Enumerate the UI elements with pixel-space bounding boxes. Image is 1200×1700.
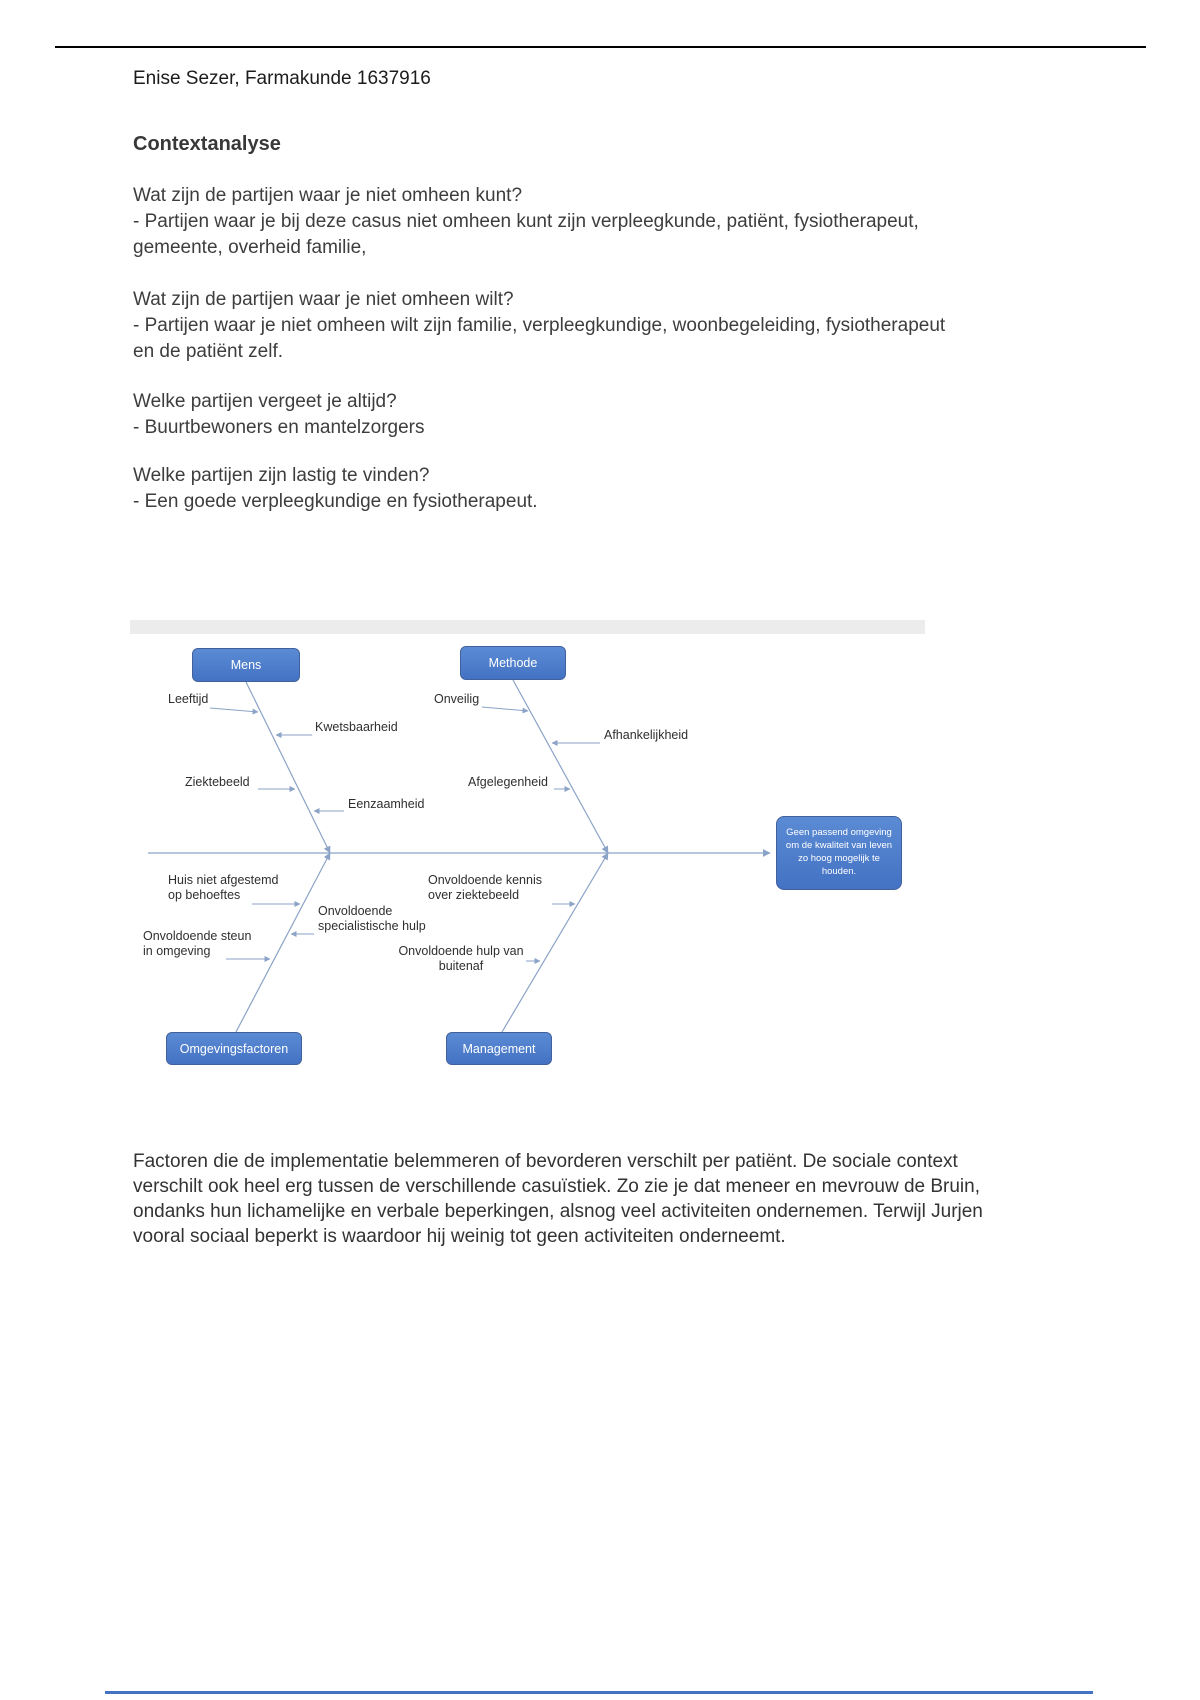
cause-label-kwetsbaarheid: Kwetsbaarheid [315, 720, 398, 734]
fishbone-diagram [130, 620, 925, 1085]
cause-label-huis-niet-afgestemd: Huis niet afgestemd op behoeftes [168, 873, 279, 902]
qa-block-2 [133, 287, 963, 365]
category-box-mens: Mens [192, 648, 300, 682]
answer-4: - Een goede verpleegkundige en fysiotherapeut. [133, 491, 538, 512]
closing-paragraph: Factoren die de implementatie belemmeren of bevorderen verschilt per patiënt. De sociale context verschilt ook heel erg tussen de verschillende casuïstiek. Zo zie je dat meneer en mevrouw de Bruin, ondanks hun lichamelijke en verbale beperkingen, alsnog veel activiteiten ondernemen. Terwijl Jurjen vooral sociaal beperkt is waardoor hij weinig tot geen activiteiten onderneemt. [133, 1151, 983, 1247]
cause-label-onvoldoende-steun: Onvoldoende steun in omgeving [143, 929, 252, 958]
mens-bone-line [246, 682, 330, 853]
onveilig-arrow [482, 707, 528, 711]
question-1: Wat zijn de partijen waar je niet omheen kunt? [133, 185, 523, 206]
methode-bone-line [513, 680, 608, 853]
qa-block-4 [133, 463, 963, 515]
cause-label-afhankelijkheid: Afhankelijkheid [604, 728, 689, 742]
cause-label-afgelegenheid: Afgelegenheid [468, 775, 548, 789]
cause-label-hulp-van-buitenaf: Onvoldoende hulp van buitenaf [398, 944, 524, 973]
cause-label-onveilig: Onveilig [434, 692, 480, 706]
question-3: Welke partijen vergeet je altijd? [133, 391, 397, 412]
qa-block-3 [133, 389, 963, 441]
answer-1: - Partijen waar je bij deze casus niet omheen kunt zijn verpleegkunde, patiënt, fysiotherapeut, gemeente, overheid familie, [133, 211, 919, 258]
category-box-methode: Methode [460, 646, 566, 680]
qa-block-1 [133, 183, 963, 261]
category-box-omgevingsfactoren: Omgevingsfactoren [166, 1032, 302, 1065]
category-box-management: Management [446, 1032, 552, 1065]
leeftijd-arrow [210, 708, 258, 712]
cause-label-kennis-ziektebeeld: Onvoldoende kennis over ziektebeeld [428, 873, 542, 902]
question-4: Welke partijen zijn lastig te vinden? [133, 465, 430, 486]
cause-label-eenzaamheid: Eenzaamheid [348, 797, 425, 811]
top-rule [55, 46, 1146, 48]
answer-2: - Partijen waar je niet omheen wilt zijn familie, verpleegkundige, woonbegeleiding, fysiotherapeut en de patiënt zelf. [133, 315, 946, 362]
author-line: Enise Sezer, Farmakunde 1637916 [133, 68, 431, 89]
bottom-blue-rule [105, 1691, 1093, 1694]
section-title: Contextanalyse [133, 133, 281, 155]
cause-label-specialistische-hulp: Onvoldoende specialistische hulp [318, 904, 426, 933]
answer-3: - Buurtbewoners en mantelzorgers [133, 417, 425, 438]
cause-label-ziektebeeld: Ziektebeeld [185, 775, 250, 789]
cause-label-leeftijd: Leeftijd [168, 692, 209, 706]
question-2: Wat zijn de partijen waar je niet omheen wilt? [133, 289, 514, 310]
effect-box: Geen passend omgeving om de kwaliteit van leven zo hoog mogelijk te houden. [776, 816, 902, 890]
